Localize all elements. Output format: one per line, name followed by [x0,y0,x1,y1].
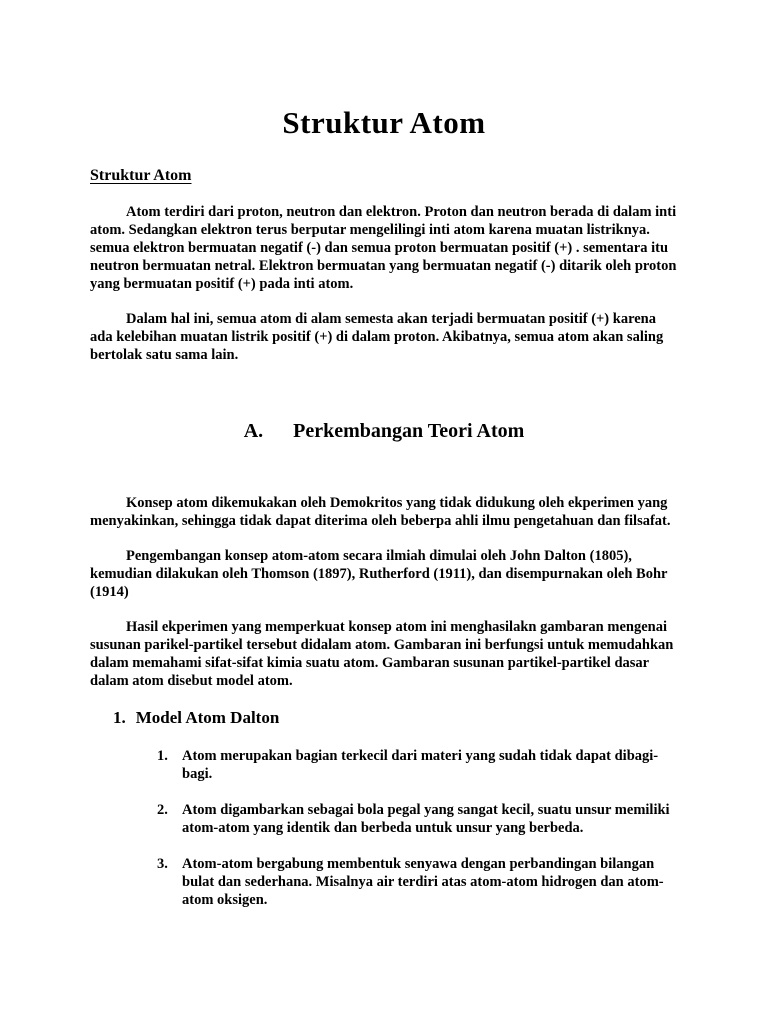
list-item [90,747,678,783]
list-item [90,801,678,837]
section-a-paragraph-2: Pengembangan konsep atom-atom secara ilmiah dimulai oleh John Dalton (1805), kemudian dilakukan oleh Thomson (1897), Rutherford (1911), dan disempurnakan oleh Bohr (1914) [90,548,668,600]
document-body [90,166,678,909]
intro-paragraph-1: Atom terdiri dari proton, neutron dan elektron. Proton dan neutron berada di dalam inti atom. Sedangkan elektron terus berputar mengelilingi inti atom karena muatan listriknya. semua elektron bermuatan negatif (-) dan semua proton bermuatan positif (+) . sementara itu neutron bermuatan netral. Elektron bermuatan yang bermuatan negatif (-) ditarik oleh proton yang bermuatan positif (+) pada inti atom. [90,204,677,292]
list-item-number: 2. [157,802,168,818]
section-a-label: A. [243,420,264,442]
list-item-number: 1. [157,748,168,764]
list-item-number: 3. [157,856,168,872]
list-item-text: Atom digambarkan sebagai bola pegal yang sangat kecil, suatu unsur memiliki atom-atom yang identik dan berbeda untuk unsur yang berbeda. [182,802,670,836]
section-a-title: Perkembangan Teori Atom [293,420,525,442]
dalton-heading [90,707,678,729]
list-item-text: Atom-atom bergabung membentuk senyawa dengan perbandingan bilangan bulat dan sederhana. Misalnya air terdiri atas atom-atom hidrogen dan atom-atom oksigen. [182,856,664,908]
section-a-heading [90,419,678,443]
dalton-heading-number: 1. [113,708,126,727]
intro-heading: Struktur Atom [90,167,192,184]
page-title: Struktur Atom [282,105,486,140]
dalton-list [90,747,678,909]
dalton-heading-title: Model Atom Dalton [135,708,280,727]
list-item [90,855,678,909]
section-a-paragraph-3: Hasil ekperimen yang memperkuat konsep atom ini menghasilakn gambaran mengenai susunan parikel-partikel tersebut didalam atom. Gambaran ini berfungsi untuk memudahkan dalam memahami sifat-sifat kimia suatu atom. Gambaran susunan partikel-partikel dasar dalam atom disebut model atom. [90,619,674,689]
section-a-paragraph-1: Konsep atom dikemukakan oleh Demokritos yang tidak didukung oleh ekperimen yang menyakinkan, sehingga tidak dapat diterima oleh beberpa ahli ilmu pengetahuan dan filsafat. [90,495,671,529]
list-item-text: Atom merupakan bagian terkecil dari materi yang sudah tidak dapat dibagi-bagi. [182,748,659,782]
intro-paragraph-2: Dalam hal ini, semua atom di alam semesta akan terjadi bermuatan positif (+) karena ada kelebihan muatan listrik positif (+) di dalam proton. Akibatnya, semua atom akan saling bertolak satu sama lain. [90,311,664,363]
